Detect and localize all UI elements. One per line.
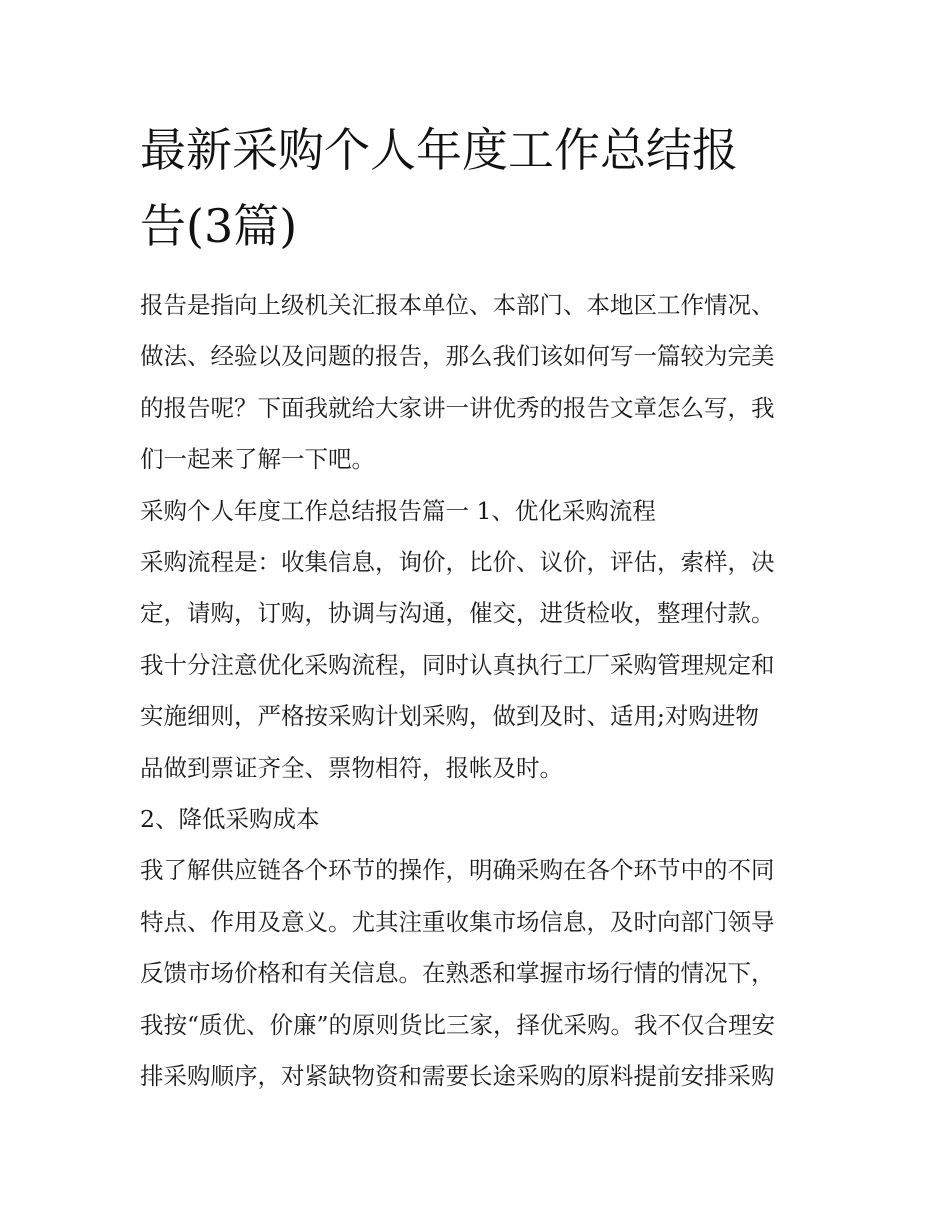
text-line: 品做到票证齐全、票物相符，报帐及时。: [140, 753, 563, 782]
document-body: [140, 280, 820, 1103]
section-heading: [140, 486, 820, 537]
body-paragraph: [140, 537, 820, 794]
title-line: 告(3篇): [140, 199, 298, 253]
text-line: 做法、经验以及问题的报告，那么我们该如何写一篇较为完美: [140, 342, 775, 371]
text-line: 们一起来了解一下吧。: [140, 445, 375, 474]
text-line: 我按“质优、价廉”的原则货比三家，择优采购。我不仅合理安: [140, 1010, 776, 1039]
text-line: 特点、作用及意义。尤其注重收集市场信息，及时向部门领导: [140, 907, 775, 936]
text-line: 定，请购，订购，协调与沟通，催交，进货检收，整理付款。: [140, 599, 775, 628]
text-line: 实施细则，严格按采购计划采购，做到及时、适用;对购进物: [140, 702, 759, 731]
body-paragraph: [140, 845, 820, 1102]
text-line: 采购流程是：收集信息，询价，比价、议价，评估，索样，决: [140, 548, 775, 577]
text-line: 反馈市场价格和有关信息。在熟悉和掌握市场行情的情况下，: [140, 959, 775, 988]
text-line: 采购个人年度工作总结报告篇一 1、优化采购流程: [140, 496, 656, 525]
text-line: 2、降低采购成本: [140, 805, 320, 834]
text-line: 的报告呢？下面我就给大家讲一讲优秀的报告文章怎么写，我: [140, 393, 775, 422]
title-line: 最新采购个人年度工作总结报: [140, 123, 738, 177]
text-line: 我了解供应链各个环节的操作，明确采购在各个环节中的不同: [140, 856, 775, 885]
text-line: 我十分注意优化采购流程，同时认真执行工厂采购管理规定和: [140, 650, 775, 679]
section-heading: [140, 794, 820, 845]
text-line: 排采购顺序，对紧缺物资和需要长途采购的原料提前安排采购: [140, 1062, 775, 1091]
intro-paragraph: [140, 280, 820, 486]
text-line: 报告是指向上级机关汇报本单位、本部门、本地区工作情况、: [140, 291, 775, 319]
document-title: [140, 112, 820, 264]
